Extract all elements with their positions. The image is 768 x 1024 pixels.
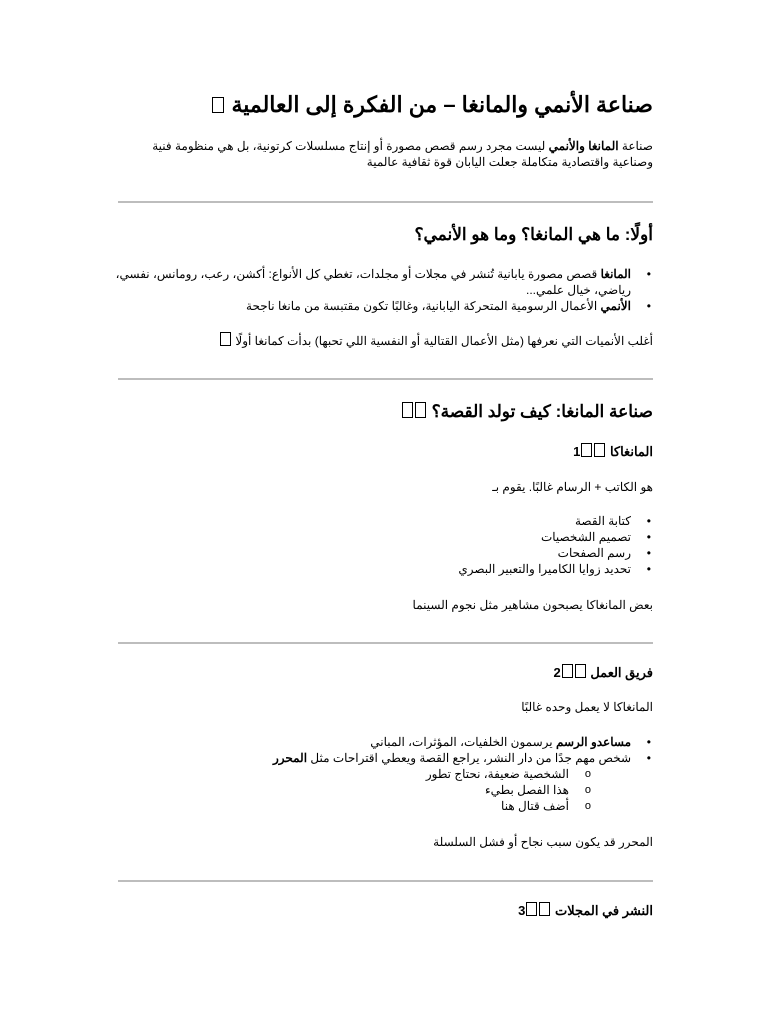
sub-list xyxy=(96,766,631,814)
section1-heading: أولًا: ما هي المانغا؟ وما هو الأنمي؟ xyxy=(414,225,653,244)
missing-glyph-icon xyxy=(526,902,537,916)
sub-list-item: o الشخصية ضعيفة، نحتاج تطور xyxy=(96,766,569,782)
section1-note xyxy=(118,332,653,349)
item-text: قصص مصورة يابانية تُنشر في مجلات أو مجلدات، تغطي كل الأنواع: أكشن، رعب، رومانس، نفسي، رياضي، خيال علمي... xyxy=(115,267,631,297)
list-item: • تصميم الشخصيات xyxy=(96,529,631,545)
missing-glyph-icon xyxy=(539,902,550,916)
missing-glyph-icon xyxy=(220,332,231,346)
item-text: شخص مهم جدًا من دار النشر، يراجع القصة ويعطي اقتراحات مثل xyxy=(310,751,631,765)
section1-list xyxy=(96,266,653,314)
sparkle-icon xyxy=(212,97,224,113)
missing-glyph-icon xyxy=(415,402,426,418)
section2-heading xyxy=(118,400,653,424)
subsection-title: فريق العمل xyxy=(590,665,653,680)
item-term: المانغا xyxy=(600,267,631,281)
divider xyxy=(118,378,653,380)
document-page xyxy=(115,0,653,1024)
subsection2-list xyxy=(96,734,653,814)
missing-glyph-icon xyxy=(575,664,586,678)
subsection2-lead: المانغاكا لا يعمل وحده غالبًا xyxy=(521,700,653,714)
subsection-number: 2 xyxy=(553,665,561,680)
divider xyxy=(118,880,653,882)
intro-rest: ليست مجرد رسم قصص مصورة أو إنتاج مسلسلات كرتونية، بل هي منظومة فنية وصناعية واقتصادية متكاملة جعلت اليابان قوة ثقافية عالمية xyxy=(152,139,653,169)
note-text: أغلب الأنميات التي نعرفها (مثل الأعمال القتالية أو النفسية اللي تحبها) بدأت كمانغا أولًا xyxy=(235,334,653,348)
subsection-title: المانغاكا xyxy=(609,444,653,459)
subsection2-heading xyxy=(118,664,653,682)
subsection2-note: المحرر قد يكون سبب نجاح أو فشل السلسلة xyxy=(433,835,653,849)
divider xyxy=(118,201,653,203)
page-title xyxy=(118,90,653,120)
missing-glyph-icon xyxy=(594,443,605,457)
item-text: يرسمون الخلفيات، المؤثرات، المباني xyxy=(370,735,553,749)
subsection-number: 1 xyxy=(573,444,581,459)
intro-paragraph xyxy=(118,138,653,170)
subsection3-heading xyxy=(118,902,653,920)
subsection-number: 3 xyxy=(518,903,526,918)
list-item: • تحديد زوايا الكاميرا والتعبير البصري xyxy=(96,561,631,577)
sub-list-item: o أضف قتال هنا xyxy=(96,798,569,814)
item-term: مساعدو الرسم xyxy=(555,735,631,749)
subsection1-heading xyxy=(118,443,653,461)
intro-bold: المانغا والأنمي xyxy=(548,139,619,153)
list-item xyxy=(96,298,631,314)
missing-glyph-icon xyxy=(562,664,573,678)
subsection1-note: بعض المانغاكا يصبحون مشاهير مثل نجوم السينما xyxy=(412,598,653,612)
list-item: • رسم الصفحات xyxy=(96,545,631,561)
section2-heading-text: صناعة المانغا: كيف تولد القصة؟ xyxy=(431,402,653,421)
subsection-title: النشر في المجلات xyxy=(554,903,653,918)
list-item xyxy=(96,734,631,750)
list-item: • كتابة القصة xyxy=(96,513,631,529)
item-term: الأنمي xyxy=(600,299,631,313)
missing-glyph-icon xyxy=(402,402,413,418)
list-item xyxy=(96,266,631,298)
missing-glyph-icon xyxy=(581,443,592,457)
item-term: المحرر xyxy=(272,751,308,765)
item-text: الأعمال الرسومية المتحركة اليابانية، وغالبًا تكون مقتبسة من مانغا ناجحة xyxy=(246,299,598,313)
subsection1-list xyxy=(96,513,653,577)
sub-list-item: o هذا الفصل بطيء xyxy=(96,782,569,798)
divider xyxy=(118,642,653,644)
subsection1-lead: هو الكاتب + الرسام غالبًا. يقوم بـ xyxy=(492,480,653,494)
intro-prefix: صناعة xyxy=(618,139,653,153)
list-item xyxy=(96,750,631,814)
page-title-text: صناعة الأنمي والمانغا – من الفكرة إلى العالمية xyxy=(231,92,653,117)
